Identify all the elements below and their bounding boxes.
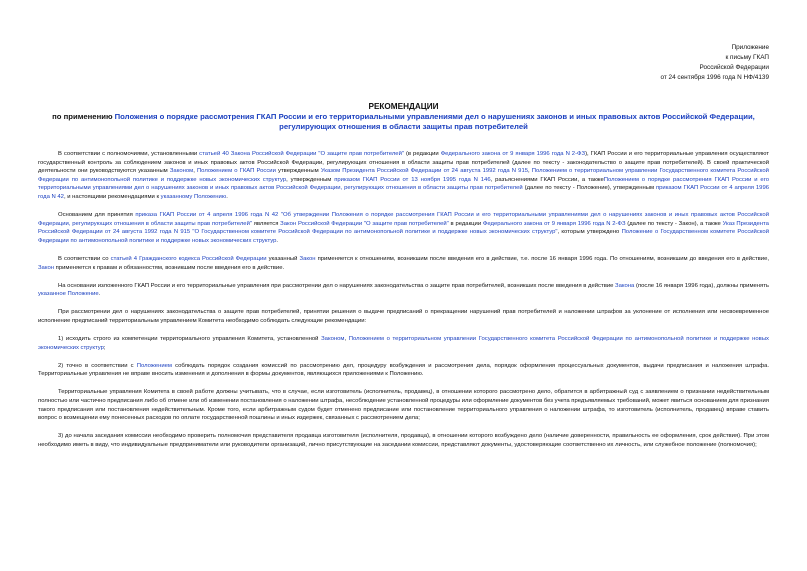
paragraph-text: В соответствии с полномочиями, установленными xyxy=(58,151,200,157)
paragraph-text: , разъяснениями ГКАП России, а также xyxy=(490,176,604,183)
paragraph-text: . xyxy=(98,291,101,298)
document-link[interactable]: Законом xyxy=(169,168,194,175)
paragraph-text: применяется к отношениям, возникшим после введения его в действие, т.е. после 16 января 1996 года. По отношениям, возникшим до введения его в действие, xyxy=(315,255,770,262)
document-link[interactable]: Закон xyxy=(299,255,316,262)
document-link[interactable]: Закон xyxy=(38,264,55,271)
paragraph-text: В соответствии со xyxy=(58,255,111,262)
document-link[interactable]: Федерального закона от 9 января 1996 года N 2-ФЗ xyxy=(440,151,586,157)
paragraph xyxy=(38,211,769,245)
paragraph-text: указанный xyxy=(266,255,300,262)
paragraph-text: (далее по тексту - Положение), утвержденным xyxy=(522,185,656,192)
paragraph-text: (после 16 января 1996 года), должны применять xyxy=(634,282,769,289)
appendix-block xyxy=(660,43,769,83)
document-link[interactable]: Указ Президента Российской Федерации от 24 августа 1992 года N 915 "О Государственном комитете Российской Федерации по антимонопольной политике и поддержке новых экономических структур" xyxy=(38,220,769,236)
paragraph-text: ; xyxy=(103,344,106,351)
paragraph-text: На основании изложенного ГКАП России и его территориальные управления при рассмотрении дел о нарушениях законодательства о защите прав потребителей, возникших после введения в действие xyxy=(58,282,616,289)
subtitle-link[interactable]: Положения о порядке рассмотрения ГКАП России и его территориальными управлениями дел о нарушениях законов и иных правовых актов Российской Федерации, регулирующих отношения в области защиты прав потребителей xyxy=(114,112,755,131)
paragraph xyxy=(38,432,769,449)
document-link[interactable]: Закон Российской Федерации "О защите прав потребителей" xyxy=(280,220,449,227)
document-link[interactable]: Закона xyxy=(615,282,635,289)
paragraph-text: , и настоящими рекомендациями к xyxy=(63,193,161,200)
paragraph-text: , xyxy=(344,336,349,342)
appendix-line: от 24 сентября 1996 года N НФ/4139 xyxy=(660,74,769,81)
paragraph xyxy=(38,255,769,272)
paragraph-text: Основанием для принятия xyxy=(58,212,136,219)
document-title: РЕКОМЕНДАЦИИ xyxy=(368,102,439,111)
appendix-line: Приложение xyxy=(731,44,769,51)
paragraph xyxy=(38,388,769,422)
paragraph-text: 1) исходить строго из компетенции территориального управления Комитета, установленной xyxy=(58,336,322,342)
paragraph-text: является xyxy=(251,220,281,227)
document-subtitle xyxy=(40,112,767,132)
document-link[interactable]: приказом ГКАП России от 4 апреля 1996 года N 42 xyxy=(38,185,769,200)
paragraph-text: ), ГКАП России и его территориальные управления осуществляют государственный контроль за соблюдением законов и иных правовых актов Российской Федерации, регулирующих отношения в области защиты прав потребителей (далее по тексту - законодательство о защите прав потребителей). В своей практической деятельности они руководствуются указанным xyxy=(38,151,769,175)
document-link[interactable]: статьей 40 Закона Российской Федерации "О защите прав потребителей" xyxy=(199,151,404,157)
appendix-line: к письму ГКАП xyxy=(725,54,769,61)
paragraph xyxy=(38,335,769,352)
paragraph-text: При рассмотрении дел о нарушениях законодательства о защите прав потребителей, принятии решения о выдаче предписаний о прекращении нарушений прав потребителей и наложении штрафов за уклонение от исполнения или несвоевременное исполнение предписаний территориальным управлением Комитета необходимо соблюдать следующие рекомендации: xyxy=(38,309,769,324)
paragraph-text: . xyxy=(276,237,279,244)
document-link[interactable]: Указом Президента Российской Федерации от 24 августа 1992 года N 915 xyxy=(320,168,528,175)
paragraph xyxy=(38,362,769,379)
document-link[interactable]: Федерального закона от 9 января 1996 года N 2-ФЗ xyxy=(482,220,626,227)
document-link[interactable]: Положением о территориальном управлении Государственного комитета Российской Федерации по антимонопольной политике и поддержке новых экономических структур xyxy=(38,336,769,351)
paragraph-text: утвержденным xyxy=(275,168,321,175)
paragraph-text: , xyxy=(193,168,197,175)
paragraph-text: . xyxy=(226,193,228,200)
appendix-line: Российской Федерации xyxy=(699,64,769,71)
document-link[interactable]: Положением о территориальном управлении Государственного комитета Российской Федерации по антимонопольной политике и поддержке новых экономических структур xyxy=(38,168,769,183)
paragraph-text: , xyxy=(528,168,532,175)
paragraph-text: (далее по тексту - Закон), а также xyxy=(625,220,723,227)
document-link[interactable]: указанному Положению xyxy=(160,193,227,200)
paragraph xyxy=(38,150,769,202)
paragraph xyxy=(38,282,769,299)
document-link[interactable]: приказом ГКАП России от 13 ноября 1995 года N 146 xyxy=(334,176,491,183)
paragraph xyxy=(38,308,769,325)
document-link[interactable]: Положением xyxy=(136,362,172,369)
paragraph-text: , утвержденным xyxy=(286,176,335,183)
paragraph-text: в редакции xyxy=(448,220,483,227)
paragraph-text: 2) точно в соответствии с xyxy=(58,362,137,369)
document-link[interactable]: статьей 4 Гражданского кодекса Российской Федерации xyxy=(110,255,267,262)
document-link[interactable]: Законом xyxy=(321,336,345,342)
paragraph-text: 3) до начала заседания комиссии необходимо проверить полномочия представителя продавца изготовителя (исполнителя, продавца), в отношении которого возбуждено дело (наличие доверенности, правильность ее оформления, срок действия). При этом необходимо иметь в виду, что индивидуальные предприниматели или руководители организаций, лично присутствующие на заседании комиссии, представляют документы, удостоверяющие соответственно их личность, или служебное положение (полномочия); xyxy=(38,433,769,448)
document-link[interactable]: Положением о порядке рассмотрения ГКАП России и его территориальными управлениями дел о нарушениях законов и иных правовых актов Российской Федерации, регулирующих отношения в области защиты прав потребителей xyxy=(38,176,769,192)
paragraph-text: , которым утверждено xyxy=(557,229,622,236)
document-link[interactable]: Положение о Государственном комитете Российской Федерации по антимонопольной политике и поддержке новых экономических структур xyxy=(38,229,769,244)
document-link[interactable]: Положением о ГКАП России xyxy=(196,168,276,175)
paragraph-text: применяется к правам и обязанностям, возникшим после введения его в действие. xyxy=(54,264,285,271)
document-link[interactable]: указанное Положение xyxy=(38,291,99,298)
document-body xyxy=(38,150,769,459)
paragraph-text: (в редакции xyxy=(403,151,441,157)
document-link[interactable]: приказа ГКАП России от 4 апреля 1996 года N 42 "Об утверждении Положения о порядке рассмотрения ГКАП России и его территориальными управлениями дел о нарушениях законов и иных правовых актов Российской Федерации, регулирующих отношения в области защиты прав потребителей" xyxy=(38,212,769,227)
subtitle-prefix: по применению xyxy=(52,112,115,121)
paragraph-text: соблюдать порядок создания комиссий по рассмотрению дел, процедуру возбуждения и рассмотрения дела, порядок оформления процессуальных документов, выдачи предписания и наложения штрафа. Территориальные управления не вправе вносить изменения и дополнения в формы документов, являющихся приложениями к Положению. xyxy=(38,362,769,378)
paragraph-text: Территориальные управления Комитета в своей работе должны учитывать, что в случае, если изготовитель (исполнитель, продавец), в отношении которого рассмотрено дело, обратится в арбитражный суд с заявлением о признании недействительным полностью или частично предписания либо об отмене или об изменении постановления о наложении штрафа, несоблюдение установленной процедуры или оформление документов без учета предъявляемых требований, может явиться основанием для признания такого предписания или постановления недействительным. Кроме того, если арбитражным судом будет отменено предписание или постановление территориального управления о наложении штрафа, то изготовитель (исполнитель, продавец) вправе ставить вопрос о возмещении ему понесенных расходов по оплате государственной пошлины и иных издержек, связанных с рассмотрением дела; xyxy=(38,389,769,422)
